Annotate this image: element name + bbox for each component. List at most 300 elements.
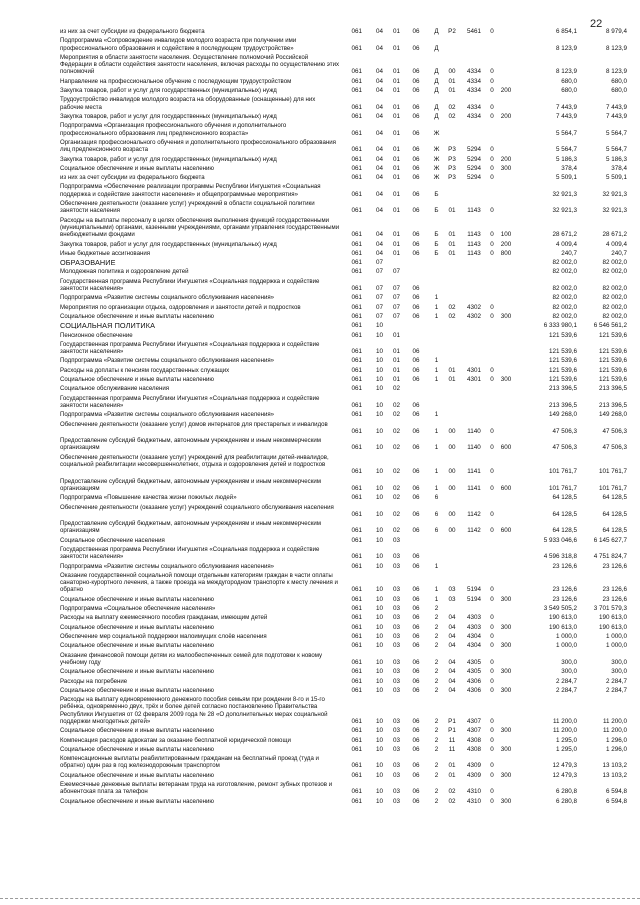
code-event: 01 [448, 77, 456, 85]
code-subprogram: 2 [434, 762, 439, 770]
table-row [0, 520, 640, 535]
code-program: 06 [412, 494, 420, 502]
table-row [0, 217, 640, 239]
code-razdel: 10 [375, 614, 383, 622]
amount-year-1: 82 002,0 [552, 284, 577, 292]
code-podrazdel: 01 [392, 68, 400, 76]
code-event: 02 [448, 103, 456, 111]
code-subprogram: 6 [434, 527, 439, 535]
row-name: Ежемесячные денежные выплаты ветеранам труда на изготовление, ремонт зубных протезов и абонентская плата за телефон [60, 781, 333, 796]
row-name: Подпрограмма «Сопровождение инвалидов молодого возраста при получении ими профессионального образования и содействие в последующем трудоустройстве» [60, 37, 297, 52]
amount-year-1: 64 128,5 [552, 510, 577, 518]
amount-year-2: 11 200,0 [602, 717, 627, 725]
code-suffix: 0 [490, 623, 494, 631]
code-event: 01 [448, 207, 456, 215]
table-row [0, 174, 640, 181]
code-podrazdel: 07 [392, 294, 400, 302]
code-podrazdel: 02 [392, 527, 400, 535]
code-program: 06 [412, 28, 420, 35]
table-row [0, 78, 640, 85]
row-name: Подпрограмма «Организация профессионального обучения и дополнительного профессионального образования лиц предпенсионного возраста» [60, 122, 287, 137]
code-podrazdel: 02 [392, 494, 400, 502]
code-event: Р3 [448, 164, 456, 172]
code-glava: 061 [351, 427, 362, 435]
code-razdel: 10 [375, 331, 383, 339]
code-event: 01 [448, 87, 456, 95]
code-event: 02 [448, 312, 456, 320]
code-razdel: 10 [375, 376, 383, 383]
amount-year-2: 213 396,5 [598, 401, 627, 409]
code-direction: 4308 [466, 736, 481, 744]
table-row [0, 652, 640, 667]
code-program: 06 [412, 658, 420, 666]
code-event: Р1 [448, 727, 456, 735]
code-program: 06 [412, 249, 420, 257]
code-event: 01 [448, 249, 456, 257]
code-suffix: 0 [490, 376, 494, 383]
code-direction: 1140 [467, 444, 481, 452]
code-event: 00 [448, 468, 456, 476]
amount-year-2: 6 546 561,2 [593, 322, 627, 330]
code-event: 01 [448, 376, 456, 383]
amount-year-2: 23 126,6 [602, 586, 627, 594]
code-expense-type: 300 [500, 376, 512, 383]
code-podrazdel: 03 [392, 762, 400, 770]
code-suffix: 0 [490, 28, 494, 35]
code-suffix: 0 [490, 155, 494, 163]
code-glava: 061 [351, 155, 362, 163]
code-razdel: 10 [375, 366, 383, 374]
amount-year-1: 6 333 980,1 [543, 322, 577, 330]
code-program: 06 [412, 633, 420, 640]
table-row [0, 537, 640, 544]
code-direction: 4305 [466, 658, 481, 666]
code-glava: 061 [351, 385, 362, 393]
code-direction: 1141 [467, 484, 481, 492]
row-name: Социальное обеспечение и иные выплаты населению [60, 376, 214, 383]
amount-year-1: 47 506,3 [552, 444, 577, 452]
code-expense-type: 200 [500, 113, 512, 120]
code-program: 06 [412, 103, 420, 111]
code-podrazdel: 07 [392, 312, 400, 320]
code-program: 06 [412, 686, 420, 694]
amount-year-1: 101 761,7 [548, 468, 577, 476]
code-suffix: 0 [490, 303, 494, 311]
table-row [0, 454, 640, 476]
row-name: Государственная программа Республики Ингушетия «Социальная поддержка и содействие занятости населения» [60, 340, 320, 356]
code-glava: 061 [351, 494, 362, 502]
code-expense-type: 300 [500, 745, 512, 753]
code-subprogram: Б [434, 207, 439, 215]
amount-year-1: 2 284,7 [555, 686, 577, 694]
table-row [0, 385, 640, 392]
amount-year-1: 1 000,0 [555, 633, 577, 640]
code-razdel: 10 [375, 658, 383, 666]
code-razdel: 07 [375, 284, 383, 292]
code-expense-type: 300 [500, 771, 512, 779]
code-glava: 061 [351, 686, 362, 694]
code-event: 04 [448, 633, 456, 640]
code-program: 06 [412, 87, 420, 95]
code-subprogram: 1 [434, 444, 439, 452]
table-row [0, 183, 640, 198]
row-name: Расходы на доплаты к пенсиям государственных служащих [60, 366, 230, 374]
code-podrazdel: 01 [392, 146, 400, 154]
row-name: Обеспечение деятельности (оказание услуг) домов интернатов для престарелых и инвалидов [60, 420, 328, 428]
row-name: ОБРАЗОВАНИЕ [60, 259, 116, 267]
code-program: 06 [412, 284, 420, 292]
code-suffix: 0 [490, 527, 494, 535]
row-name: Мероприятия в области занятости населения. Осуществление полномочий Российской Федерации в области содействия занятости населения, включая расходы по осуществлению этих полномочий [60, 53, 340, 76]
code-suffix: 0 [490, 736, 494, 744]
amount-year-2: 47 506,3 [602, 444, 627, 452]
table-row [0, 313, 640, 320]
code-event: 01 [448, 231, 456, 239]
row-name: Закупка товаров, работ и услуг для государственных (муниципальных) нужд [60, 155, 277, 163]
code-podrazdel: 02 [392, 385, 400, 393]
code-podrazdel: 01 [392, 129, 400, 137]
row-name: Социальное обеспечение и иные выплаты населению [60, 642, 214, 650]
code-program: 06 [412, 444, 420, 452]
code-event: Р3 [448, 146, 456, 154]
code-program: 06 [412, 357, 420, 365]
amount-year-1: 82 002,0 [552, 303, 577, 311]
code-subprogram: 1 [434, 411, 439, 419]
code-razdel: 04 [375, 77, 383, 85]
code-direction: 5294 [466, 164, 481, 172]
code-podrazdel: 01 [392, 240, 400, 248]
code-event: 02 [448, 303, 456, 311]
code-direction: 4304 [466, 642, 481, 650]
table-row [0, 322, 640, 329]
table-row [0, 596, 640, 603]
row-name: из них за счет субсидии из федерального бюджета [60, 28, 205, 35]
code-podrazdel: 01 [392, 28, 400, 35]
code-glava: 061 [351, 103, 362, 111]
amount-year-1: 23 126,6 [552, 595, 577, 603]
code-subprogram: 2 [434, 727, 439, 735]
code-subprogram: 2 [434, 717, 439, 725]
code-suffix: 0 [490, 312, 494, 320]
code-program: 06 [412, 366, 420, 374]
code-glava: 061 [351, 28, 362, 35]
code-program: 06 [412, 642, 420, 650]
code-program: 06 [412, 788, 420, 796]
code-razdel: 04 [375, 103, 383, 111]
code-podrazdel: 03 [392, 686, 400, 694]
amount-year-1: 5 186,3 [555, 155, 577, 163]
code-expense-type: 300 [500, 595, 512, 603]
table-row [0, 798, 640, 805]
code-direction: 4310 [466, 788, 481, 796]
code-suffix: 0 [490, 240, 494, 248]
code-razdel: 04 [375, 174, 383, 182]
code-direction: 4303 [466, 614, 481, 622]
code-direction: 4307 [466, 717, 481, 725]
code-razdel: 04 [375, 129, 383, 137]
code-expense-type: 300 [500, 164, 512, 172]
amount-year-1: 5 933 046,6 [543, 536, 577, 544]
code-podrazdel: 01 [392, 348, 400, 356]
code-glava: 061 [351, 745, 362, 753]
code-subprogram: 2 [434, 633, 439, 640]
row-name: Закупка товаров, работ и услуг для государственных (муниципальных) нужд [60, 113, 277, 120]
amount-year-1: 5 564,7 [555, 146, 577, 154]
row-name: Оказание государственной социальной помощи отдельным категориям граждан в части оплаты санаторно-курортного лечения, а также проезда на междугородном транспорте к месту лечения и обратно [60, 571, 338, 594]
amount-year-1: 11 200,0 [552, 727, 577, 735]
amount-year-2: 101 761,7 [598, 484, 627, 492]
code-razdel: 10 [375, 586, 383, 594]
row-name: Организация профессионального обучения и дополнительного профессионального образования лиц предпенсионного возраста [60, 138, 336, 154]
amount-year-2: 6 594,8 [605, 788, 627, 796]
amount-year-1: 680,0 [561, 87, 577, 95]
code-direction: 4305 [466, 668, 481, 676]
code-event: 02 [448, 797, 456, 805]
code-razdel: 10 [375, 605, 383, 613]
code-suffix: 0 [490, 771, 494, 779]
code-podrazdel: 07 [392, 303, 400, 311]
code-suffix: 0 [490, 231, 494, 239]
code-event: 00 [448, 527, 456, 535]
row-name: Социальное обеспечение и иные выплаты населению [60, 312, 214, 320]
code-subprogram: 1 [434, 366, 439, 374]
code-glava: 061 [351, 727, 362, 735]
amount-year-1: 121 539,6 [548, 348, 577, 356]
code-suffix: 0 [490, 366, 494, 374]
code-razdel: 10 [375, 668, 383, 676]
code-direction: 4303 [466, 623, 481, 631]
code-suffix: 0 [490, 510, 494, 518]
amount-year-1: 240,7 [561, 249, 577, 257]
amount-year-2: 190 613,0 [598, 614, 627, 622]
row-name: Социальное обеспечение и иные выплаты населению [60, 686, 214, 694]
code-podrazdel: 01 [392, 190, 400, 198]
row-name: Социальное обеспечение и иные выплаты населению [60, 727, 214, 735]
row-name: Социальное обеспечение и иные выплаты населению [60, 595, 214, 603]
code-glava: 061 [351, 677, 362, 685]
code-podrazdel: 01 [392, 249, 400, 257]
code-suffix: 0 [490, 686, 494, 694]
table-row [0, 727, 640, 734]
amount-year-1: 190 613,0 [548, 614, 577, 622]
code-suffix: 0 [490, 164, 494, 172]
code-subprogram: Б [434, 249, 439, 257]
code-razdel: 07 [375, 259, 383, 267]
row-name: Мероприятия по организации отдыха, оздоровления и занятости детей и подростков [60, 303, 301, 311]
code-podrazdel: 01 [392, 164, 400, 172]
code-razdel: 10 [375, 385, 383, 393]
code-glava: 061 [351, 633, 362, 640]
code-razdel: 10 [375, 357, 383, 365]
code-razdel: 10 [375, 444, 383, 452]
code-event: 02 [448, 113, 456, 120]
row-name: Подпрограмма «Обеспечение реализации программы Республики Ингушетия «Социальная поддержка и содействие занятости населения» и общепрограммные мероприятия» [60, 183, 321, 198]
code-podrazdel: 01 [392, 366, 400, 374]
amount-year-2: 2 284,7 [605, 677, 627, 685]
amount-year-1: 7 443,9 [555, 113, 577, 120]
amount-year-1: 82 002,0 [552, 259, 577, 267]
amount-year-1: 121 539,6 [548, 331, 577, 339]
table-row [0, 437, 640, 452]
code-glava: 061 [351, 174, 362, 182]
code-event: 04 [448, 677, 456, 685]
row-name: Закупка товаров, работ и услуг для государственных (муниципальных) нужд [60, 87, 277, 95]
amount-year-2: 300,0 [611, 668, 627, 676]
table-row [0, 642, 640, 649]
code-podrazdel: 01 [392, 44, 400, 52]
code-direction: 1143 [467, 240, 481, 248]
code-program: 06 [412, 745, 420, 753]
code-subprogram: 2 [434, 614, 439, 622]
code-event: 04 [448, 658, 456, 666]
code-glava: 061 [351, 553, 362, 561]
code-direction: 1143 [467, 231, 481, 239]
code-glava: 061 [351, 331, 362, 339]
code-razdel: 10 [375, 762, 383, 770]
amount-year-1: 82 002,0 [552, 268, 577, 276]
code-expense-type: 200 [500, 155, 512, 163]
row-name: СОЦИАЛЬНАЯ ПОЛИТИКА [60, 322, 156, 330]
code-razdel: 10 [375, 411, 383, 419]
code-direction: 1140 [467, 427, 481, 435]
table-row [0, 87, 640, 94]
table-row [0, 54, 640, 76]
amount-year-2: 8 123,9 [605, 68, 627, 76]
code-razdel: 04 [375, 231, 383, 239]
code-program: 06 [412, 240, 420, 248]
code-glava: 061 [351, 762, 362, 770]
row-name: Социальное обеспечение и иные выплаты населению [60, 771, 214, 779]
code-glava: 061 [351, 322, 362, 330]
code-program: 06 [412, 771, 420, 779]
code-expense-type: 800 [500, 249, 512, 257]
code-event: 01 [448, 240, 456, 248]
row-name: Социальное обеспечение и иные выплаты населению [60, 797, 214, 805]
table-row [0, 772, 640, 779]
code-direction: 4307 [466, 727, 481, 735]
code-suffix: 0 [490, 642, 494, 650]
code-program: 06 [412, 129, 420, 137]
code-event: 01 [448, 366, 456, 374]
code-subprogram: Д [434, 87, 439, 95]
code-podrazdel: 02 [392, 411, 400, 419]
amount-year-2: 6 145 627,7 [593, 536, 627, 544]
row-name: Государственная программа Республики Ингушетия «Социальная поддержка и содействие занятости населения» [60, 277, 320, 292]
code-event: 04 [448, 614, 456, 622]
code-program: 06 [412, 586, 420, 594]
amount-year-1: 28 671,2 [552, 231, 577, 239]
code-glava: 061 [351, 717, 362, 725]
code-event: 04 [448, 668, 456, 676]
amount-year-1: 32 921,3 [552, 207, 577, 215]
code-subprogram: 2 [434, 736, 439, 744]
code-subprogram: 6 [434, 510, 439, 518]
row-name: Оказание финансовой помощи детям из малообеспеченных семей для подготовки к новому учебному году [60, 651, 323, 666]
code-razdel: 10 [375, 562, 383, 570]
amount-year-2: 64 128,5 [602, 510, 627, 518]
amount-year-1: 32 921,3 [552, 190, 577, 198]
table-row [0, 332, 640, 339]
code-razdel: 10 [375, 536, 383, 544]
code-suffix: 0 [490, 468, 494, 476]
row-name: Подпрограмма «Социальное обеспечение населения» [60, 605, 216, 613]
amount-year-1: 1 295,0 [555, 745, 577, 753]
code-program: 06 [412, 401, 420, 409]
code-razdel: 04 [375, 28, 383, 35]
code-glava: 061 [351, 595, 362, 603]
code-expense-type: 100 [500, 231, 512, 239]
code-podrazdel: 03 [392, 745, 400, 753]
code-podrazdel: 01 [392, 331, 400, 339]
amount-year-2: 8 123,9 [605, 44, 627, 52]
code-subprogram: Ж [433, 155, 440, 163]
code-razdel: 04 [375, 164, 383, 172]
amount-year-2: 82 002,0 [602, 312, 627, 320]
code-event: 11 [448, 745, 456, 753]
table-row [0, 737, 640, 744]
amount-year-2: 11 200,0 [602, 727, 627, 735]
code-program: 06 [412, 605, 420, 613]
code-podrazdel: 07 [392, 268, 400, 276]
amount-year-2: 32 921,3 [602, 207, 627, 215]
table-row [0, 294, 640, 301]
code-glava: 061 [351, 668, 362, 676]
code-razdel: 10 [375, 797, 383, 805]
amount-year-2: 101 761,7 [598, 468, 627, 476]
code-event: 00 [448, 444, 456, 452]
code-program: 06 [412, 164, 420, 172]
code-program: 06 [412, 762, 420, 770]
code-glava: 061 [351, 444, 362, 452]
code-glava: 061 [351, 788, 362, 796]
code-podrazdel: 01 [392, 103, 400, 111]
code-program: 06 [412, 677, 420, 685]
amount-year-1: 213 396,5 [548, 401, 577, 409]
code-glava: 061 [351, 605, 362, 613]
table-row [0, 357, 640, 364]
code-event: 00 [448, 68, 456, 76]
amount-year-2: 7 443,9 [605, 113, 627, 120]
code-program: 06 [412, 553, 420, 561]
code-program: 06 [412, 614, 420, 622]
amount-year-2: 680,0 [611, 77, 627, 85]
code-program: 06 [412, 623, 420, 631]
code-suffix: 0 [490, 797, 494, 805]
table-row [0, 696, 640, 725]
code-subprogram: 2 [434, 668, 439, 676]
code-program: 06 [412, 77, 420, 85]
code-program: 06 [412, 174, 420, 182]
code-program: 06 [412, 562, 420, 570]
code-subprogram: 2 [434, 686, 439, 694]
code-razdel: 10 [375, 595, 383, 603]
code-subprogram: 1 [434, 357, 439, 365]
code-podrazdel: 02 [392, 444, 400, 452]
row-name: Подпрограмма «Развитие системы социального обслуживания населения» [60, 562, 275, 570]
code-direction: 4306 [466, 677, 481, 685]
code-suffix: 0 [490, 87, 494, 95]
amount-year-2: 121 539,6 [598, 366, 627, 374]
code-program: 06 [412, 797, 420, 805]
code-expense-type: 300 [500, 797, 512, 805]
table-row [0, 546, 640, 561]
amount-year-2: 1 296,0 [605, 736, 627, 744]
code-razdel: 10 [375, 633, 383, 640]
code-program: 06 [412, 155, 420, 163]
code-razdel: 10 [375, 494, 383, 502]
budget-table [0, 28, 640, 888]
code-direction: 4306 [466, 686, 481, 694]
